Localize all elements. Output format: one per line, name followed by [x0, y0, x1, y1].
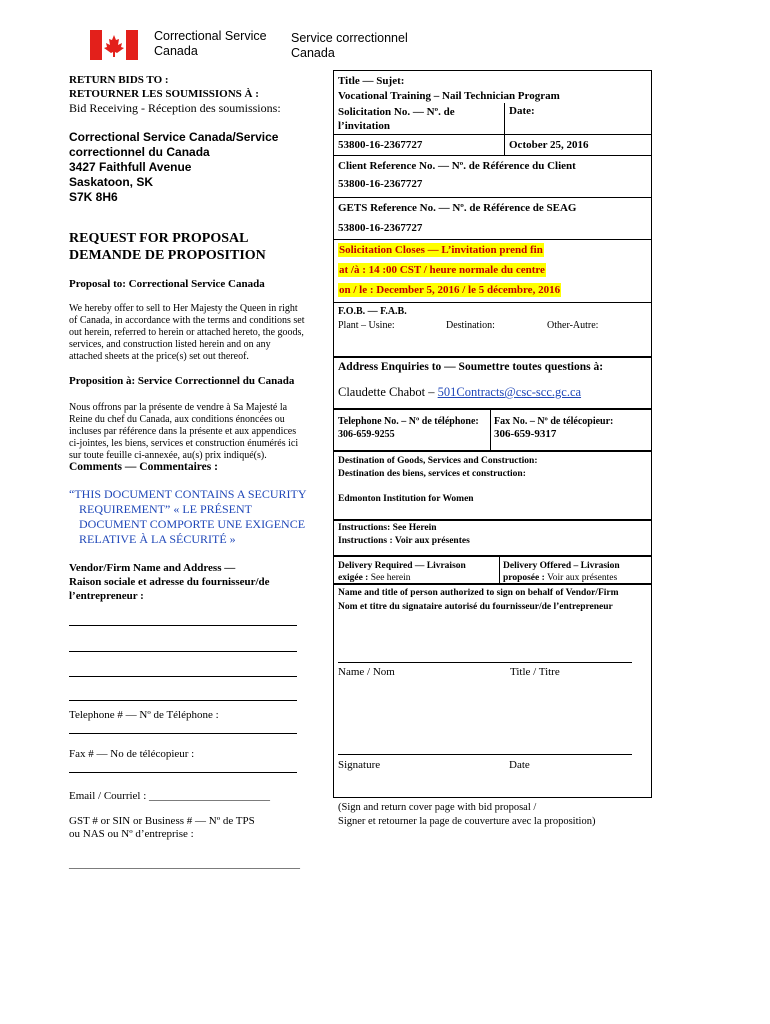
vendor-line-3[interactable] — [69, 676, 297, 677]
signature-box — [333, 584, 652, 798]
client-ref-label: Client Reference No. — Nº. de Référence du Client — [338, 160, 576, 172]
signature-label: Signature — [338, 759, 381, 771]
client-ref-value: 53800-16-2367727 — [338, 178, 423, 190]
date-label-sign: Date — [509, 759, 530, 771]
security-notice: “THIS DOCUMENT CONTAINS A SECURITY REQUIREMENT” « LE PRÉSENT DOCUMENT COMPORTE UNE EXIGENCE RELATIVE À LA SÉCURITÉ » — [69, 487, 307, 546]
gst-label: GST # or SIN or Business # — Nº de TPS ou NAS ou Nº d’entreprise : — [69, 815, 255, 840]
title-label-sign: Title / Titre — [510, 666, 560, 678]
department-name-fr: Service correctionnel Canada — [291, 31, 408, 60]
department-name-en: Correctional Service Canada — [154, 29, 267, 58]
bid-receiving-label: Bid Receiving - Réception des soumissions: — [69, 101, 281, 115]
name-label: Name / Nom — [338, 666, 395, 678]
instructions-text: Instructions: See Herein Instructions : Voir aux présentes — [338, 523, 470, 546]
fob-destination: Destination: — [446, 320, 495, 331]
fob-plant: Plant – Usine: — [338, 320, 395, 331]
proposal-to-label: Proposal to: Correctional Service Canada — [69, 278, 265, 290]
title-value: Vocational Training – Nail Technician Program — [338, 90, 560, 102]
solicitation-number: 53800-16-2367727 — [338, 139, 423, 151]
telephone-label: Telephone # — Nº de Téléphone : — [69, 709, 219, 721]
telephone-line[interactable] — [69, 733, 297, 734]
gst-line[interactable]: __________________________________________ — [69, 858, 300, 870]
return-address: Correctional Service Canada/Service correctionnel du Canada 3427 Faithfull Avenue Saskatoon, SK S7K 8H6 — [69, 130, 279, 204]
vendor-label: Vendor/Firm Name and Address — Raison sociale et adresse du fournisseur/de l’entrepreneur : — [69, 562, 270, 602]
date-label: Date: — [509, 105, 535, 117]
offer-text-en: We hereby offer to sell to Her Majesty the Queen in right of Canada, in accordance with the terms and conditions set out herein, referred to herein or attached hereto, the goods, services, and construction listed herein and on any attached sheets at the price(s) set out thereof. — [69, 303, 305, 362]
destination-value: Edmonton Institution for Women — [338, 494, 474, 504]
closing-date: on / le : December 5, 2016 / le 5 décembre, 2016 — [339, 284, 561, 296]
closing-line-1: Solicitation Closes — L’invitation prend fin — [339, 244, 543, 256]
gets-ref-value: 53800-16-2367727 — [338, 222, 423, 234]
enquiries-label: Address Enquiries to — Soumettre toutes questions à: — [338, 361, 604, 373]
enquiries-contact: Claudette Chabot – 501Contracts@csc-scc.gc.ca — [338, 385, 582, 399]
vendor-line-1[interactable] — [69, 625, 297, 626]
csc-fax-value: 306-659-9317 — [494, 428, 557, 440]
vendor-line-2[interactable] — [69, 651, 297, 652]
csc-tel-label: Telephone No. – Nº de téléphone: — [338, 416, 479, 427]
destination-label: Destination of Goods, Services and Construction: Destination des biens, services et construction: — [338, 456, 538, 479]
fob-other: Other-Autre: — [547, 320, 599, 331]
offer-text-fr: Nous offrons par la présente de vendre à Sa Majesté la Reine du chef du Canada, aux conditions énoncées ou incluses par référence dans la présente et aux appendices ci-jointes, les biens, services et construction énumérés ici sur toute feuille ci-annexée, au(s) prix indiqué(s). — [69, 402, 299, 461]
signature-line[interactable] — [338, 754, 632, 755]
gets-ref-label: GETS Reference No. — Nº. de Référence de SEAG — [338, 202, 577, 214]
return-bids-heading: RETURN BIDS TO : RETOURNER LES SOUMISSIONS À : — [69, 74, 259, 100]
email-label[interactable]: Email / Courriel : ______________________ — [69, 790, 271, 802]
sign-return-note: (Sign and return cover page with bid proposal / Signer et retourner la page de couverture avec la proposition) — [338, 802, 596, 827]
fob-label: F.O.B. — F.A.B. — [338, 306, 407, 317]
document-type-heading: REQUEST FOR PROPOSAL DEMANDE DE PROPOSITION — [69, 231, 266, 263]
vendor-line-4[interactable] — [69, 700, 297, 701]
enquiries-email-link[interactable]: 501Contracts@csc-scc.gc.ca — [437, 385, 582, 399]
fax-line[interactable] — [69, 772, 297, 773]
solicitation-date: October 25, 2016 — [509, 139, 589, 151]
canada-flag-logo — [90, 30, 138, 60]
solicitation-no-label: Solicitation No. — Nº. de l’invitation — [338, 106, 455, 132]
authorized-signatory-label: Name and title of person authorized to sign on behalf of Vendor/Firm Nom et titre du signataire autorisé du fournisseur/de l’entrepreneur — [338, 588, 619, 612]
comments-label: Comments — Commentaires : — [69, 461, 218, 473]
csc-tel-value: 306-659-9255 — [338, 429, 395, 440]
delivery-offered: Delivery Offered – Livrasion proposée : Voir aux présentes — [503, 561, 620, 583]
fax-label: Fax # — No de télécopieur : — [69, 748, 195, 760]
csc-fax-label: Fax No. – Nº de télécopieur: — [494, 416, 614, 427]
delivery-required: Delivery Required — Livraison exigée : See herein — [338, 561, 466, 583]
title-label: Title — Sujet: — [338, 75, 405, 87]
proposition-label: Proposition à: Service Correctionnel du Canada — [69, 375, 295, 387]
name-title-line[interactable] — [338, 662, 632, 663]
closing-time: at /à : 14 :00 CST / heure normale du centre — [339, 264, 545, 276]
